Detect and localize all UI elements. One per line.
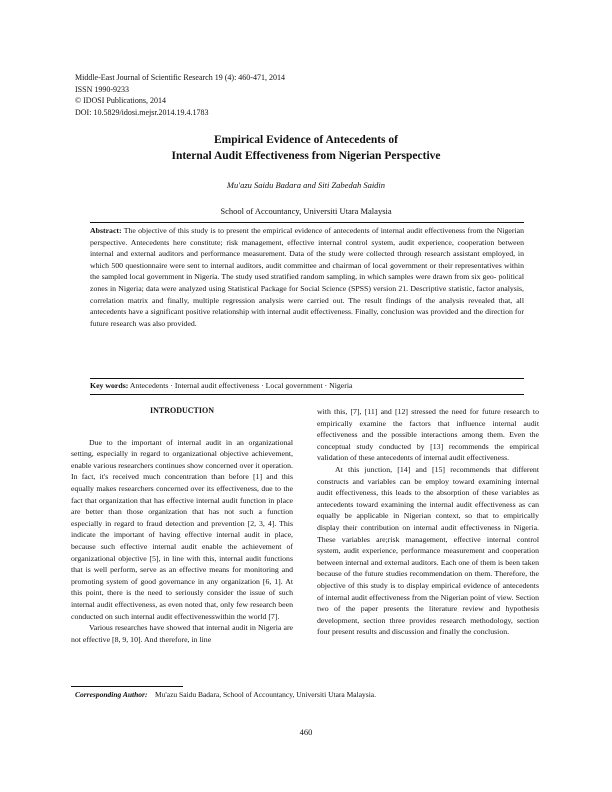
abstract-text: The objective of this study is to present the empirical evidence of antecedents of internal audit effectiveness from the Nigerian perspective. Antecedents here constitute; risk management, effective internal control system, audit experience, cooperation between internal and external auditors and performance measurement. Data of the study were collected through research assistant employed, in which 500 questionnaire were sent to internal auditors, audit committee and chairman of local government or their representatives within the sampled local government in Nigeria. The study used stratified random sampling, in which samples were drawn from six geo- political zones in Nigeria; data were analyzed using Statistical Package for Social Science (SPSS) version 21. Descriptive statistic, factor analysis, correlation matrix and finally, multiple regression analysis were carried out. The result findings of the analysis revealed that, all antecedents have a significant positive relationship with internal audit effectiveness. Finally, conclusion was provided and the direction for future research was also provided. bbox=[90, 226, 524, 328]
authors: Mu'azu Saidu Badara and Siti Zabedah Saidin bbox=[226, 180, 386, 190]
issn: ISSN 1990-9233 bbox=[75, 84, 130, 94]
keywords bbox=[90, 381, 524, 390]
paragraph: Various researches have showed that internal audit in Nigeria are not effective [8, 9, 10]. And therefore, in line bbox=[71, 623, 293, 644]
paragraph: with this, [7], [11] and [12] stressed the need for future research to empirically examine the factors that influence internal audit effectiveness and the possible interactions among them. Even the conceptual study conducted by [13] recommends the empirical validation of these antecedents of internal audit effectiveness. bbox=[317, 407, 539, 463]
paragraph: At this junction, [14] and [15] recommends that different constructs and variables can be employ toward examining internal audit effectiveness, this leads to the absorption of these variables as antecedents toward examining the internal audit effectiveness as can equally be applicable in Nigerian context, so that to empirically display their contribution on internal audit effectiveness in Nigeria. These variables are;risk management, effective internal control system, audit experience, performance measurement and cooperation between internal and external auditors. Each one of them is been taken because of the future studies recommendation on them. Therefore, the objective of this study is to display empirical evidence of antecedents of internal audit effectiveness from the Nigerian point of view. Section two of the paper presents the literature review and hypothesis development, section three provides research methodology, section four present results and discussion and finally the conclusion. bbox=[317, 464, 539, 637]
abstract-label: Abstract: bbox=[90, 226, 122, 235]
abstract-top-rule bbox=[90, 222, 524, 223]
corresponding-author-note bbox=[75, 690, 376, 699]
title-line-1: Empirical Evidence of Antecedents of bbox=[214, 134, 398, 146]
paper-title bbox=[66, 133, 546, 164]
paragraph: Due to the important of internal audit in an organizational setting, especially in regard to organizational objective achievement, enable various researchers continues show concerned over it operation. In fact, it's received much concentration than before [1] and this equally makes researchers concerned over its effectiveness, due to the fact that organization that has effective internal audit function in place are better than those organization that has not such a function especially in regard to fraud detection and prevention [2, 3, 4]. This indicate the important of having effective internal audit in place, because such effective internal audit enable the achievement of organizational objective [5], in line with this, internal audit functions that is well perform, serve as an effective means for monitoring and promoting system of good governance in any organization [6, 1]. At this point, there is the need to seriously consider the issue of such internal audit effectiveness, as even noted that, only few research been conducted on such internal audit effectivenesswithin the world [7]. bbox=[71, 437, 293, 621]
title-line-2: Internal Audit Effectiveness from Nigerian Perspective bbox=[171, 149, 441, 162]
doi[interactable]: DOI: 10.5829/idosi.mejsr.2014.19.4.1783 bbox=[75, 107, 209, 117]
abstract bbox=[90, 225, 524, 329]
copyright: © IDOSI Publications, 2014 bbox=[75, 96, 166, 105]
keywords-label: Key words: bbox=[90, 381, 129, 390]
footnote-label: Corresponding Author: bbox=[75, 690, 148, 699]
journal-header bbox=[75, 72, 285, 118]
section-heading: INTRODUCTION bbox=[149, 406, 214, 415]
right-column bbox=[317, 406, 539, 638]
keywords-bottom-rule bbox=[90, 394, 524, 395]
affiliation: School of Accountancy, Universiti Utara Malaysia bbox=[220, 206, 392, 216]
footnote-rule bbox=[71, 686, 183, 687]
abstract-bottom-rule bbox=[90, 378, 524, 379]
left-column bbox=[71, 405, 293, 645]
page-number: 460 bbox=[299, 727, 313, 737]
keywords-text: Antecedents · Internal audit effectiveness · Local government · Nigeria bbox=[128, 381, 353, 390]
footnote-text: Mu'azu Saidu Badara, School of Accountancy, Universiti Utara Malaysia. bbox=[154, 690, 376, 699]
journal-citation: Middle-East Journal of Scientific Research 19 (4): 460-471, 2014 bbox=[75, 73, 285, 82]
